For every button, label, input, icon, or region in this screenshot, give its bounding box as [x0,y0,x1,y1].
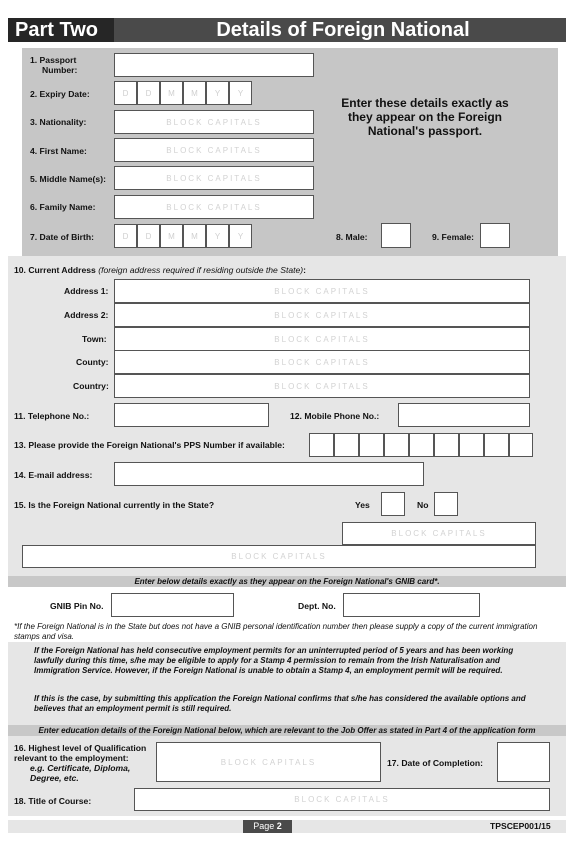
course-label: 18. Title of Course: [14,796,92,806]
address-heading-colon: : [303,265,307,275]
first-name-placeholder: BLOCK CAPITALS [166,145,262,155]
qualification-placeholder: BLOCK CAPITALS [220,757,317,767]
expiry-day-1[interactable]: D [114,81,137,105]
pps-cell-2[interactable] [334,433,359,457]
completion-label: 17. Date of Completion: [387,758,483,768]
dob-year-2[interactable]: Y [229,224,252,248]
confirm-paragraph: If this is the case, by submitting this application the Foreign National confirms that s/he has considered the available options and believes that an employment permit is still required. [34,694,526,713]
qualification-label-line-2: relevant to the employment: [14,753,129,763]
pps-label: 13. Please provide the Foreign National's PPS Number if available: [14,440,285,450]
family-name-placeholder: BLOCK CAPITALS [166,202,262,212]
qualification-label [14,743,146,783]
extra-field-2-placeholder: BLOCK CAPITALS [231,552,327,561]
nationality-label: 3. Nationality: [30,117,87,127]
pps-cell-8[interactable] [484,433,509,457]
gnib-pin-field[interactable] [111,593,234,617]
gnib-pin-label: GNIB Pin No. [50,601,104,611]
stamp4-paragraph: If the Foreign National has held consecutive employment permits for an uninterrupted period of 5 years and has been working lawfully during this time, s/he may be eligible to apply for a Stamp 4 permission to remain from the Irish Naturalisation and Immigration Service. However, if the Foreign National is unable to obtain a Stamp 4, an employment permit will be required. [34,646,514,675]
address-2-placeholder: BLOCK CAPITALS [274,310,370,320]
dob-day-2[interactable]: D [137,224,160,248]
address-heading-note: (foreign address required if residing outside the State) [98,265,304,275]
pps-cell-3[interactable] [359,433,384,457]
page-label: Page [253,821,275,831]
extra-field-1-placeholder: BLOCK CAPITALS [391,529,487,538]
passport-number-field[interactable] [114,53,314,77]
page-indicator [243,820,292,833]
expiry-year-2[interactable]: Y [229,81,252,105]
course-placeholder: BLOCK CAPITALS [294,795,390,804]
pps-cell-6[interactable] [434,433,459,457]
expiry-day-2[interactable]: D [137,81,160,105]
middle-names-label: 5. Middle Name(s): [30,174,106,184]
completion-field[interactable] [497,742,550,782]
address-1-label: Address 1: [64,286,109,296]
male-checkbox[interactable] [381,223,411,248]
dob-month-1[interactable]: M [160,224,183,248]
yes-label: Yes [355,500,370,510]
dob-year-1[interactable]: Y [206,224,229,248]
telephone-field[interactable] [114,403,269,427]
passport-number-label: 1. Passport Number: [30,55,78,75]
expiry-year-1[interactable]: Y [206,81,229,105]
expiry-month-2[interactable]: M [183,81,206,105]
dob-month-2[interactable]: M [183,224,206,248]
female-label: 9. Female: [432,232,475,242]
middle-names-placeholder: BLOCK CAPITALS [166,173,262,183]
qualification-label-line-1: 16. Highest level of Qualification [14,743,147,753]
male-label: 8. Male: [336,232,368,242]
country-placeholder: BLOCK CAPITALS [274,381,370,391]
expiry-date-label: 2. Expiry Date: [30,89,90,99]
gnib-banner: Enter below details exactly as they appear on the Foreign National's GNIB card*. [8,576,566,587]
county-label: County: [76,357,109,367]
gnib-footnote: *If the Foreign National is in the State but does not have a GNIB personal identification number then please supply a copy of the current immigration stamps and visa. [14,622,538,641]
no-label: No [417,500,429,510]
telephone-label: 11. Telephone No.: [14,411,90,421]
town-placeholder: BLOCK CAPITALS [274,334,370,344]
qualification-example-1: e.g. Certificate, Diploma, [30,763,131,773]
female-checkbox[interactable] [480,223,510,248]
yes-checkbox[interactable] [381,492,405,516]
dept-field[interactable] [343,593,480,617]
pps-cell-7[interactable] [459,433,484,457]
no-checkbox[interactable] [434,492,458,516]
dob-label: 7. Date of Birth: [30,232,94,242]
mobile-label: 12. Mobile Phone No.: [290,411,380,421]
email-field[interactable] [114,462,424,486]
county-placeholder: BLOCK CAPITALS [274,357,370,367]
pps-cell-5[interactable] [409,433,434,457]
first-name-label: 4. First Name: [30,146,87,156]
page-title: Details of Foreign National [216,19,470,41]
page-number: 2 [276,821,282,831]
dept-label: Dept. No. [298,601,336,611]
qualification-example-2: Degree, etc. [30,773,79,783]
expiry-month-1[interactable]: M [160,81,183,105]
email-label: 14. E-mail address: [14,470,93,480]
address-2-label: Address 2: [64,310,109,320]
pps-cell-1[interactable] [309,433,334,457]
part-label: Part Two [8,18,114,42]
address-heading-label: 10. Current Address [14,265,96,275]
in-state-label: 15. Is the Foreign National currently in the State? [14,500,215,510]
address-1-placeholder: BLOCK CAPITALS [274,286,370,296]
mobile-field[interactable] [398,403,530,427]
country-label: Country: [73,381,109,391]
passport-instruction: Enter these details exactly as they appear on the Foreign National's passport. [341,96,509,138]
town-label: Town: [82,334,107,344]
education-banner: Enter education details of the Foreign National below, which are relevant to the Job Offer as stated in Part 4 of the application form [8,725,566,736]
form-code: TPSCEP001/15 [490,821,551,831]
pps-cell-9[interactable] [509,433,533,457]
nationality-placeholder: BLOCK CAPITALS [166,117,262,127]
address-heading [14,265,306,275]
dob-day-1[interactable]: D [114,224,137,248]
pps-cell-4[interactable] [384,433,409,457]
family-name-label: 6. Family Name: [30,202,96,212]
